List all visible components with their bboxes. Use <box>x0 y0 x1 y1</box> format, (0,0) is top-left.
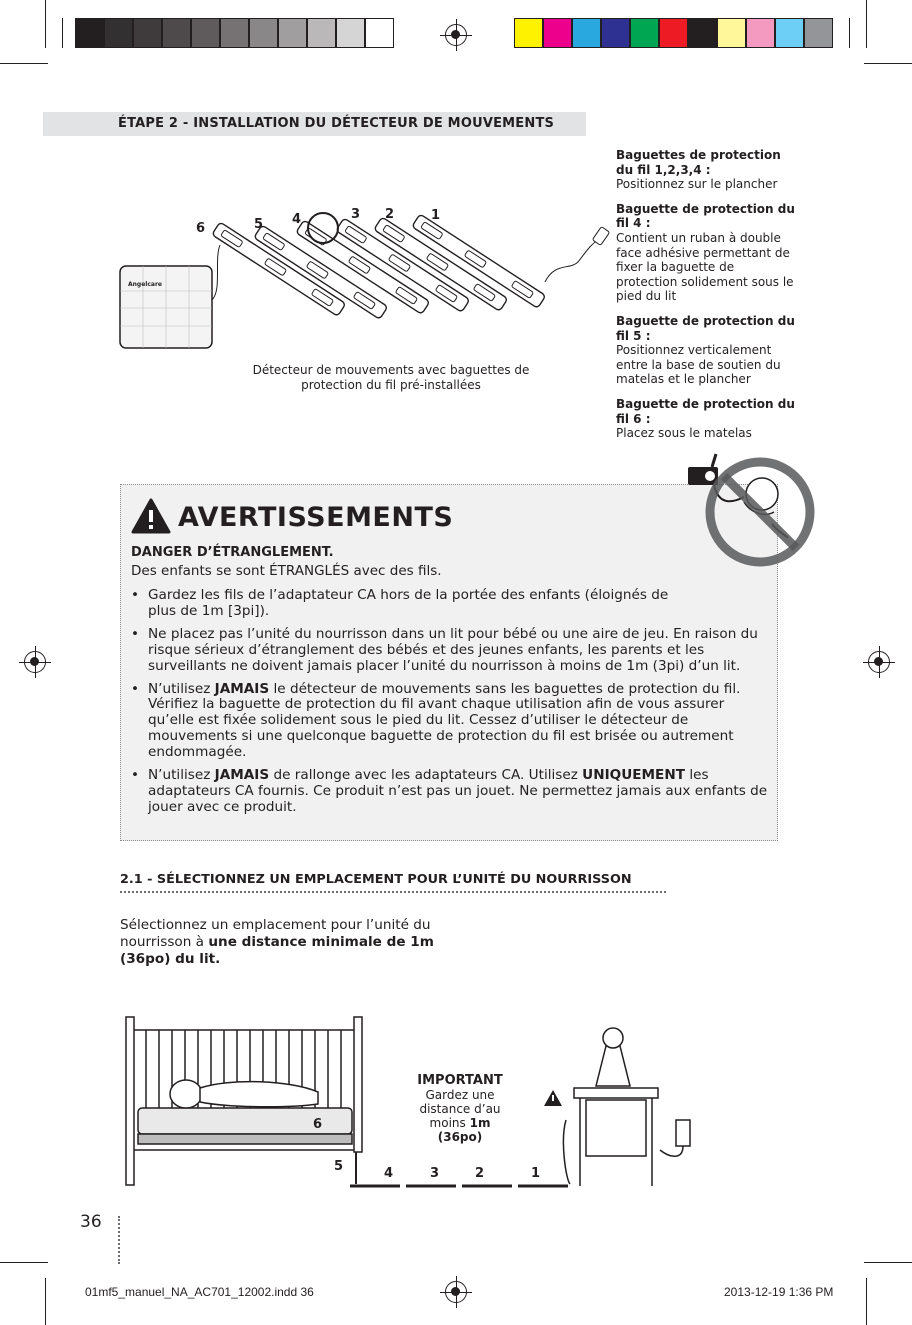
crib-strip-label: 1 <box>531 1166 541 1181</box>
strip-number-label: 2 <box>385 207 395 222</box>
section-intro: Sélectionnez un emplacement pour l’unité du nourrisson à une distance minimale de 1m (36po) du lit. <box>120 917 434 967</box>
crib-strip-label: 4 <box>384 1166 394 1181</box>
note-strips-1-4: Baguettes de protection du fil 1,2,3,4 : Positionnez sur le plancher <box>616 148 781 192</box>
step-title: ÉTAPE 2 - INSTALLATION DU DÉTECTEUR DE MOUVEMENTS <box>118 116 555 131</box>
file-slug: 01mf5_manuel_NA_AC701_12002.indd 36 <box>85 1285 314 1299</box>
note-strip-4: Baguette de protection du fil 4 : Contient un ruban à double face adhésive permettant de fixer la baguette de protection solidement sous le pied du lit <box>616 201 795 304</box>
crib-strip-label: 5 <box>334 1159 344 1174</box>
note-strip-6: Baguette de protection du fil 6 : Placez sous le matelas <box>616 396 795 441</box>
list-item: • N’utilisez JAMAIS le détecteur de mouvements sans les baguettes de protection du fil. Vérifiez la baguette de protection du fil avant chaque utilisation afin de vous assurer qu’elle est fixée solidement sous le pied du lit. Cessez d’utiliser le détecteur de mouvements si une quelconque baguette de protection du fil est brisée ou autrement endommagée. <box>131 682 771 762</box>
strip-number-label: 5 <box>254 217 264 232</box>
warning-title: AVERTISSEMENTS <box>178 502 454 533</box>
important-note: IMPORTANT Gardez une distance d’au moins 1m (36po) <box>400 1074 520 1144</box>
danger-heading: DANGER D’ÉTRANGLEMENT. <box>131 545 334 560</box>
danger-subtitle: Des enfants se sont ÉTRANGLÉS avec des fils. <box>131 563 442 579</box>
crib-strip-label: 6 <box>313 1117 323 1132</box>
strip-number-label: 4 <box>292 212 302 227</box>
date-slug: 2013-12-19 1:36 PM <box>724 1285 834 1299</box>
figure-caption: Détecteur de mouvements avec baguettes de protection du fil pré-installées <box>252 363 530 392</box>
list-item: • N’utilisez JAMAIS de rallonge avec les adaptateurs CA. Utilisez UNIQUEMENT les adaptateurs CA fournis. Ce produit n’est pas un jouet. Ne permettez jamais aux enfants de jouer avec ce produit. <box>131 768 771 816</box>
crib-strip-label: 3 <box>430 1166 440 1181</box>
page-number: 36 <box>80 1212 102 1232</box>
section-title: 2.1 - SÉLECTIONNEZ UN EMPLACEMENT POUR L’UNITÉ DU NOURRISSON <box>120 872 632 887</box>
crib-strip-label: 2 <box>475 1166 485 1181</box>
list-item: • Gardez les fils de l’adaptateur CA hors de la portée des enfants (éloignés de plus de 1m [3pi]). <box>131 588 693 620</box>
strip-number-label: 6 <box>196 221 206 236</box>
note-strip-5: Baguette de protection du fil 5 : Positionnez verticalement entre la base de soutien du matelas et le plancher <box>616 313 795 387</box>
brand-label: Angelcare <box>128 281 162 288</box>
strip-number-label: 1 <box>431 208 441 223</box>
page-number-rule <box>118 1216 120 1264</box>
important-title: IMPORTANT <box>417 1073 503 1088</box>
list-item: • Ne placez pas l’unité du nourrisson dans un lit pour bébé ou une aire de jeu. En raison du risque sérieux d’étranglement des bébés et des jeunes enfants, les parents et les surveillants ne doivent jamais placer l’unité du nourrisson à moins de 1m (3pi) d’un lit. <box>131 627 771 675</box>
strip-number-label: 3 <box>351 207 361 222</box>
